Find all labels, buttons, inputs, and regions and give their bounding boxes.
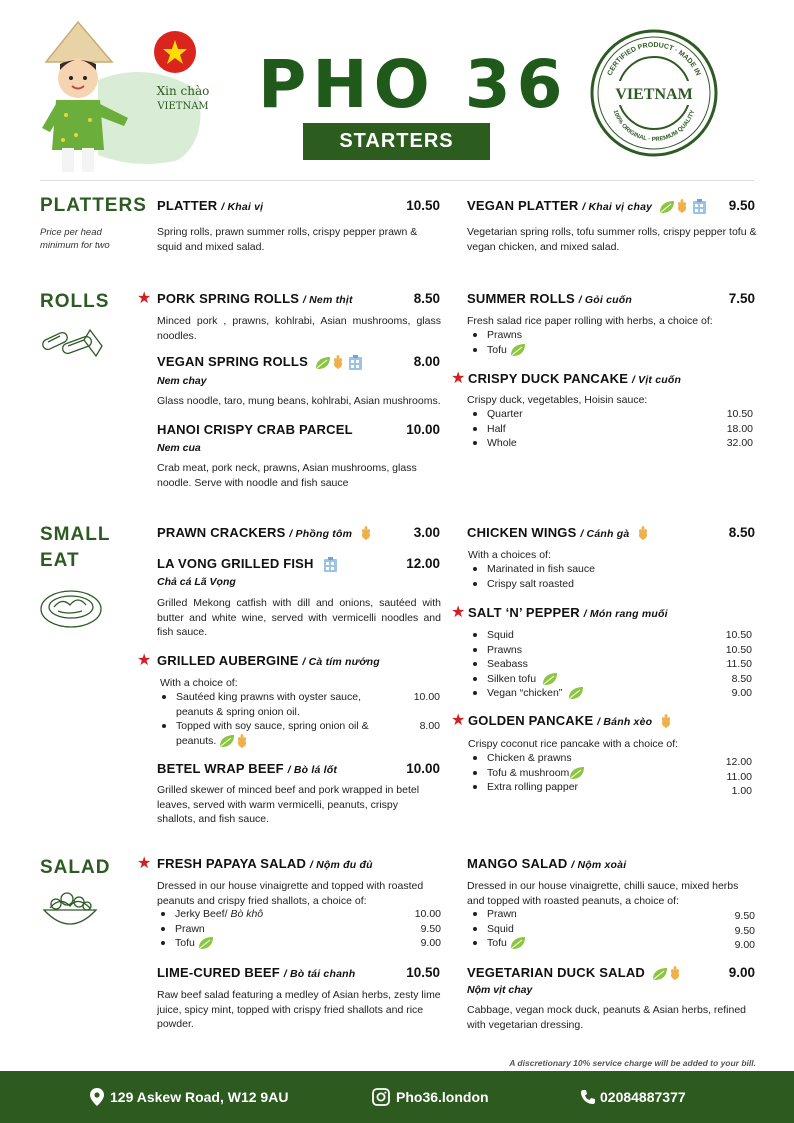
item-mango-salad-name: MANGO SALAD <box>467 856 568 871</box>
item-vegan-rolls-desc: Glass noodle, taro, mung beans, kohlrabi, Asian mushrooms. <box>157 395 441 407</box>
instagram-icon <box>372 1088 390 1106</box>
section-small-eat-heading <box>40 522 110 574</box>
item-papaya-salad-title <box>157 856 373 871</box>
item-vegan-platter-desc: Vegetarian spring rolls, tofu summer rolls, crispy pepper tofu & vegan chicken, and mixed salad. <box>467 226 757 253</box>
list-item <box>157 936 441 951</box>
option-price: 9.00 <box>734 939 755 951</box>
list-item <box>467 672 752 687</box>
item-grilled-fish-vn: Chả cá Lã Vọng <box>157 576 236 588</box>
item-lime-beef-title <box>157 965 355 980</box>
footer-bar <box>0 1071 794 1123</box>
item-aubergine-name: GRILLED AUBERGINE <box>157 653 299 668</box>
item-papaya-salad-desc: Dressed in our house vinaigrette and topped with roasted peanuts and crispy fried shallots, a choice of: <box>157 880 424 907</box>
item-duck-pancake-desc: Crispy duck, vegetables, Hoisin sauce: <box>467 394 648 406</box>
vegan-leaf-icon <box>510 343 526 357</box>
option-price: 10.50 <box>726 408 753 420</box>
starters-banner: STARTERS <box>303 123 490 160</box>
item-mango-salad-vn: / Nộm xoài <box>571 859 627 871</box>
item-chicken-wings-desc: With a choices of: <box>468 549 551 561</box>
certified-seal <box>590 29 718 157</box>
item-veg-duck-salad-title <box>467 965 682 981</box>
option-price: 10.00 <box>414 908 441 920</box>
option-price: 1.00 <box>731 785 752 797</box>
item-golden-pancake-vn: / Bánh xèo <box>597 716 653 728</box>
item-betel-beef-name: BETEL WRAP BEEF <box>157 761 284 776</box>
footer-social[interactable] <box>372 1071 489 1123</box>
item-grilled-fish-price: 12.00 <box>406 556 440 571</box>
vegan-leaf-icon <box>652 967 668 981</box>
item-mango-salad-desc: Dressed in our house vinaigrette, chilli sauce, mixed herbs and topped with roasted peanuts, a choice of: <box>467 880 739 907</box>
option-price: 18.00 <box>726 422 753 435</box>
location-pin-icon <box>90 1088 104 1106</box>
item-papaya-salad-name: FRESH PAPAYA SALAD <box>157 856 307 871</box>
option-price: 9.50 <box>734 910 755 922</box>
item-summer-rolls-price: 7.50 <box>728 291 755 306</box>
item-grilled-fish-desc: Grilled Mekong catfish with dill and onions, sautéed with butter and white wine, served with vermicelli noodles and fish sauce. <box>157 597 441 638</box>
item-veg-duck-salad-name: VEGETARIAN DUCK SALAD <box>467 965 646 980</box>
option-price: 10.50 <box>725 643 752 656</box>
item-summer-rolls-vn: / Gỏi cuốn <box>578 294 632 306</box>
item-vegan-rolls-name: VEGAN SPRING ROLLS <box>157 354 308 369</box>
seal-bottom-text: 100% ORIGINAL · PREMIUM QUALITY <box>611 109 697 144</box>
option-label-cont <box>160 734 440 749</box>
item-crab-parcel-title <box>157 422 353 437</box>
item-mango-salad-title <box>467 856 626 871</box>
list-item <box>467 628 752 643</box>
vegan-leaf-icon <box>568 686 584 700</box>
vegan-leaf-icon <box>315 356 331 370</box>
item-platter-price: 10.50 <box>406 198 440 213</box>
item-aubergine-vn: / Cà tím nướng <box>302 656 380 668</box>
greeting-line-1: Xin chào <box>156 84 210 98</box>
platters-note-line-1: Price per head <box>40 227 102 238</box>
item-vegan-rolls-price: 8.00 <box>413 354 440 369</box>
papaya-salad-options <box>157 907 441 951</box>
list-item <box>467 343 757 358</box>
list-item <box>467 751 752 766</box>
small-eat-line-1: SMALL <box>40 524 111 545</box>
item-veg-duck-salad-desc: Cabbage, vegan mock duck, peanuts & Asian herbs, refined with vegetarian dressing. <box>467 1004 747 1031</box>
item-vegan-platter-vn: / Khai vị chay <box>582 201 653 213</box>
option-label: Crispy salt roasted <box>487 577 574 590</box>
header-divider <box>40 180 754 181</box>
item-crab-parcel-name: HANOI CRISPY CRAB PARCEL <box>157 422 353 437</box>
item-pork-rolls-vn: / Nem thịt <box>302 294 353 306</box>
item-pork-rolls-desc: Minced pork , prawns, kohlrabi, Asian mushrooms, glass noodles. <box>157 315 441 342</box>
social-handle[interactable]: Pho36.london <box>396 1089 489 1105</box>
list-item <box>467 422 753 437</box>
item-grilled-fish-title <box>157 556 338 572</box>
option-price: 8.50 <box>731 672 752 685</box>
item-aubergine-desc: With a choice of: <box>160 677 238 689</box>
option-price: 9.50 <box>734 924 755 937</box>
option-label: Extra rolling papper <box>487 781 579 793</box>
list-item <box>467 936 755 951</box>
item-duck-pancake-title <box>468 371 681 386</box>
item-lime-beef-price: 10.50 <box>406 965 440 980</box>
item-lime-beef-desc: Raw beef salad featuring a medley of Asian herbs, zesty lime juice, spicy mint, topped with crispy fried shallots and rice powder. <box>157 989 441 1030</box>
vegan-leaf-icon <box>198 936 214 950</box>
signature-star-icon: ★ <box>451 604 466 621</box>
option-label-cont: peanuts & spring onion oil. <box>176 705 300 718</box>
item-vegan-platter-name: VEGAN PLATTER <box>467 198 579 213</box>
gluten-free-icon <box>359 526 373 541</box>
gluten-free-icon <box>331 355 345 370</box>
item-crab-parcel-desc: Crab meat, pork neck, prawns, Asian mushrooms, glass noodle. Serve with noodle and fish sauce <box>157 462 417 489</box>
gluten-free-icon <box>235 734 249 749</box>
item-betel-beef-title <box>157 761 337 776</box>
phone-icon <box>580 1089 596 1105</box>
signature-star-icon: ★ <box>451 370 466 387</box>
item-summer-rolls-title <box>467 291 632 306</box>
item-platter-name: PLATTER <box>157 198 218 213</box>
option-label: Prawns <box>487 329 523 341</box>
salad-bowl-icon <box>38 585 104 636</box>
restaurant-title: PHO 36 <box>258 46 569 123</box>
gluten-free-icon <box>659 714 673 729</box>
vegan-leaf-icon <box>569 766 585 780</box>
list-item <box>467 686 752 701</box>
item-chicken-wings-vn: / Cánh gà <box>580 528 630 540</box>
option-price: 9.00 <box>420 937 441 949</box>
list-item <box>467 657 752 672</box>
salt-pepper-options <box>467 628 752 701</box>
item-aubergine-title <box>157 653 380 668</box>
item-grilled-fish-name: LA VONG GRILLED FISH <box>157 556 314 571</box>
option-price: 10.00 <box>413 691 440 703</box>
allergen-icon <box>348 355 363 370</box>
list-item <box>467 643 752 658</box>
item-chicken-wings-title <box>467 525 650 541</box>
item-veg-duck-salad-price: 9.00 <box>728 965 755 980</box>
vegan-leaf-icon <box>659 200 675 214</box>
item-platter-vn: / Khai vị <box>221 201 264 213</box>
gluten-free-icon <box>668 966 682 981</box>
option-label: Prawn <box>487 908 517 920</box>
list-item <box>467 766 752 781</box>
item-lime-beef-vn: / Bò tái chanh <box>283 968 356 980</box>
list-item <box>157 907 441 922</box>
item-betel-beef-desc: Grilled skewer of minced beef and pork wrapped in betel leaves, served with warm vermicelli, peanuts, crispy shallots, and fish sauce. <box>157 784 420 825</box>
option-label: Jerky Beef/ <box>175 908 228 920</box>
item-vegan-platter-title <box>467 198 707 214</box>
option-label: Tofu <box>487 343 507 356</box>
vegan-leaf-icon <box>542 672 558 686</box>
seal-center-text: VIETNAM <box>615 86 693 103</box>
item-chicken-wings-name: CHICKEN WINGS <box>467 525 577 540</box>
option-price: 10.50 <box>725 629 752 641</box>
summer-rolls-options <box>467 328 757 357</box>
option-price: 11.00 <box>726 770 752 783</box>
section-salad-heading: SALAD <box>40 857 111 878</box>
item-prawn-crackers-title <box>157 525 373 541</box>
option-label: Quarter <box>487 408 523 420</box>
vegan-leaf-icon <box>510 936 526 950</box>
option-price: 11.50 <box>726 658 752 670</box>
list-item <box>467 577 753 592</box>
item-lime-beef-name: LIME-CURED BEEF <box>157 965 280 980</box>
seal-top-text: CERTIFIED PRODUCT · MADE IN <box>606 41 702 77</box>
item-duck-pancake-vn: / Vịt cuốn <box>631 374 682 386</box>
chicken-wings-options <box>467 562 753 591</box>
gluten-free-icon <box>675 199 689 214</box>
item-crab-parcel-vn: Nem cua <box>157 442 201 454</box>
platters-note <box>40 226 110 252</box>
item-chicken-wings-price: 8.50 <box>728 525 755 540</box>
option-price: 8.00 <box>419 720 440 732</box>
list-item <box>467 562 753 577</box>
option-label: Prawn <box>175 922 205 935</box>
item-vegan-platter-price: 9.50 <box>728 198 755 213</box>
item-prawn-crackers-price: 3.00 <box>413 525 440 540</box>
duck-pancake-options <box>467 407 753 451</box>
option-label: Sautéed king prawns with oyster sauce, <box>176 691 362 703</box>
item-platter-title <box>157 198 263 213</box>
option-price: 9.50 <box>420 922 441 935</box>
footer-address <box>90 1071 288 1123</box>
list-item <box>160 690 440 705</box>
option-price: 9.00 <box>731 687 752 699</box>
item-vegan-rolls-title <box>157 354 363 370</box>
signature-star-icon: ★ <box>137 855 152 872</box>
item-pork-rolls-name: PORK SPRING ROLLS <box>157 291 300 306</box>
item-pork-rolls-title <box>157 291 353 306</box>
option-price: 32.00 <box>726 437 753 449</box>
item-vegan-rolls-vn: Nem chay <box>157 375 207 387</box>
signature-star-icon: ★ <box>137 652 152 669</box>
item-summer-rolls-name: SUMMER ROLLS <box>467 291 575 306</box>
option-label: Tofu <box>487 937 507 949</box>
item-golden-pancake-name: GOLDEN PANCAKE <box>468 713 594 728</box>
spring-roll-icon <box>40 322 106 367</box>
list-item <box>467 328 757 343</box>
option-label: Squid <box>487 922 514 935</box>
section-platters-heading: PLATTERS <box>40 195 147 216</box>
option-label: peanuts. <box>176 734 217 747</box>
item-crab-parcel-price: 10.00 <box>406 422 440 437</box>
option-label: Prawns <box>487 643 523 656</box>
option-label-vn: Bò khô <box>230 908 264 920</box>
list-item <box>467 407 753 422</box>
aubergine-options <box>160 690 440 749</box>
item-betel-beef-vn: / Bò lá lốt <box>287 764 338 776</box>
item-betel-beef-price: 10.00 <box>406 761 440 776</box>
option-label: Chicken & prawns <box>487 752 572 764</box>
salad-icon <box>40 888 100 939</box>
list-item <box>467 907 755 922</box>
item-salt-pepper-name: SALT ‘N’ PEPPER <box>468 605 580 620</box>
list-item <box>467 436 753 451</box>
item-golden-pancake-title <box>468 713 673 729</box>
item-salt-pepper-title <box>468 605 668 620</box>
option-label: Squid <box>487 629 514 641</box>
list-item <box>160 719 440 734</box>
gluten-free-icon <box>636 526 650 541</box>
item-platter-desc: Spring rolls, prawn summer rolls, crispy pepper prawn & squid and mixed salad. <box>157 226 418 253</box>
greeting <box>146 84 220 114</box>
section-rolls-heading: ROLLS <box>40 291 110 312</box>
option-label: Whole <box>487 437 517 449</box>
item-prawn-crackers-vn: / Phồng tôm <box>289 528 353 540</box>
item-veg-duck-salad-vn: Nộm vịt chay <box>467 984 533 996</box>
option-label: Seabass <box>487 658 528 670</box>
footer-phone[interactable] <box>580 1071 686 1123</box>
mango-salad-options <box>467 907 755 951</box>
option-label: Silken tofu <box>487 672 537 685</box>
item-salt-pepper-vn: / Món rang muối <box>583 608 668 620</box>
signature-star-icon: ★ <box>137 290 152 307</box>
small-eat-line-2: EAT <box>40 550 80 571</box>
platters-note-line-2: minimum for two <box>40 240 110 251</box>
item-golden-pancake-desc: Crispy coconut rice pancake with a choice of: <box>468 738 679 750</box>
option-label: Vegan “chicken” <box>487 687 563 699</box>
allergen-icon <box>323 557 338 572</box>
option-price: 12.00 <box>725 756 752 768</box>
service-charge-note: A discretionary 10% service charge will be added to your bill. <box>509 1058 756 1068</box>
golden-pancake-options <box>467 751 752 795</box>
address-text: 129 Askew Road, W12 9AU <box>110 1089 289 1105</box>
item-prawn-crackers-name: PRAWN CRACKERS <box>157 525 286 540</box>
phone-number[interactable]: 02084887377 <box>600 1089 686 1105</box>
item-summer-rolls-desc: Fresh salad rice paper rolling with herbs, a choice of: <box>467 315 713 327</box>
signature-star-icon: ★ <box>451 712 466 729</box>
vegan-leaf-icon <box>219 734 235 748</box>
option-label: Half <box>487 422 506 435</box>
list-item <box>467 922 755 937</box>
option-label: Marinated in fish sauce <box>487 563 595 575</box>
list-item <box>467 780 752 795</box>
option-label: Tofu <box>175 937 195 949</box>
option-label: Tofu & mushroom <box>487 766 570 779</box>
item-duck-pancake-name: CRISPY DUCK PANCAKE <box>468 371 629 386</box>
list-item <box>157 922 441 937</box>
svg-text:CERTIFIED PRODUCT · MADE IN <box>607 42 702 77</box>
greeting-line-2: VIETNAM <box>157 101 209 112</box>
item-papaya-salad-vn: / Nộm đu đủ <box>309 859 373 871</box>
option-label: Topped with soy sauce, spring onion oil & <box>176 720 369 732</box>
item-pork-rolls-price: 8.50 <box>413 291 440 306</box>
